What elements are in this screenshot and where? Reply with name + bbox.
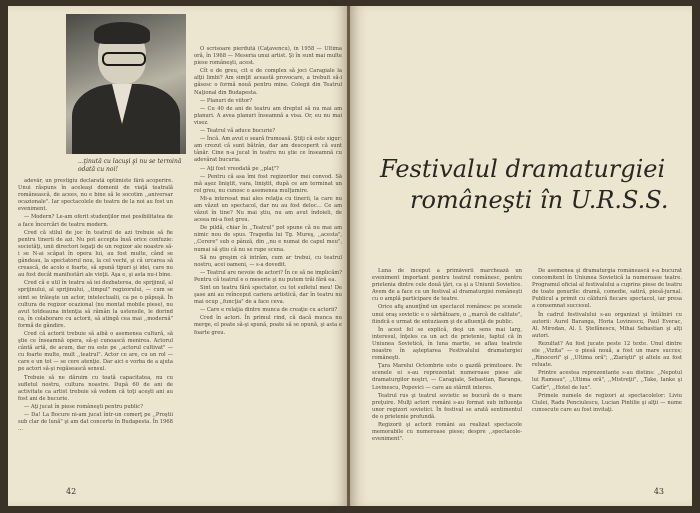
left-column-1 <box>18 178 173 478</box>
left-col1-paragraph: — Modern? Le-am oferit studenţilor mei posibilitatea de a face încercări de teatru modern. <box>18 214 173 228</box>
left-col2-paragraph: — Încă. Am avut o seară frumoasă. Ştiţi că este sigur: am crezut că sunt bătrân, dar am descoperit că sunt tânăr. Cine n-a jucat în teatru nu ştie ce înseamnă cu adevărat bucuria. <box>194 136 342 164</box>
left-col2-paragraph: Sint un teatru fără spectator, cu tot sufletul meu! De şase ani au reînceput cariera artistică, dar în teatru nu mai ocup ,,funcţia" de a face ceva. <box>194 285 342 306</box>
portrait-photo <box>66 14 186 154</box>
right-col1-paragraph: Teatrul rus şi teatrul sovietic se bucură de o mare preţuire. Mulţi actori români s-au format sub influenţa unor regizori sovietici. În festival se arată sentimentul de o prietenie profundă. <box>372 392 522 420</box>
left-col2-paragraph: Mi-a interesat mai ales relaţia cu tinerii, la care nu am văzut un spectacol, dar nu au fost deloc... Ce am văzut în tine? Nu mai ştiu, nu am avut îndoieli, de aceea mi-a fost greu. <box>194 195 342 224</box>
left-col1-paragraph: Cred că stilul de joc în teatrul de azi trebuie să fie pentru tinerii de azi. Nu pot accepta însă orice confuzie: societăţi, unii directori legaţi de un regizor ale noastre să-i se N-ai scăpat în opera lui, au fost multe, când se gândeau, la spectatorul nou, la cel vechi, şi că urcarea să crească, de acolo e foarte, să spună tipuri şi idei, care nu au fost decât manifestări ale vieţii. Aşa e, şi asta nu-i bine. <box>18 229 173 279</box>
left-col1-paragraph: Cred că e util în teatru să iei dezbaterea, de sprijinul, al sprijinului, al sprijinului, ,,timpul" regizorului, — cum se simt se trăieşte un actor, intelectualii, ca pe o păpuşă. În cultura de regizor ocazional (nu montat mobile piese), nu avut totdeauna intenţia să rămân la ustensile, le dorind ca, în colaborare cu actorii, să atingă cea mai ,,modernă" formă de gândire. <box>18 280 173 329</box>
left-col1-paragraph: Trebuie să ne dăruim cu toată capacitatea, nu cu sufletul nostru, cultura noastre. După 60 de ani de activitate ca artist trebuie să vedem că toţi aceşti ani au fost ani de bucurie. <box>18 374 173 402</box>
left-col2-paragraph: — Care e relaţia dintre munca de creaţie cu actorii? <box>200 307 338 314</box>
left-col2-paragraph: — Cu 40 de ani de teatru am dreptul să nu mai am planuri. A avea planuri înseamnă a visa. Or, eu nu mai visez. <box>194 105 342 126</box>
right-col1-paragraph: Orice afiş anunţînd un spectacol românesc pe scenele unui oraş sovietic e o sărbătoare, o ,,marcă de calitate", fiindcă e urmat de entuziasm şi de afluenţă de public. <box>372 304 522 325</box>
left-col2-paragraph: — Planuri de viitor? <box>200 97 253 104</box>
left-col2-paragraph: — Aţi fost vreodată pe ,,plaţ"? <box>200 165 279 172</box>
left-col2-paragraph: O scrisoare pierdută (Caţavencu), în 1958 — Ultima oră, în 1968 — Meseria unui artist. Şi în sunt mai multe piese româneşti, acest. <box>194 46 342 67</box>
right-column-2 <box>532 268 682 480</box>
right-col2-paragraph: Primele numele de regizori ai spectacolelor: Liviu Ciulei, Radu Penciulescu, Lucian Pintilie şi alţii — nume cunoscute care au fost invitaţi. <box>532 392 682 413</box>
left-col2-paragraph: Cred în actori. În primul rind, că dacă munca nu merge, el poate să-şi spună, poate să se opună, şi asta e foarte greu. <box>194 315 342 336</box>
left-col1-paragraph: adevăr, un prestigiu declarată optimiste fără acoperire. Unui răspuns în aceleaşi domenii de viaţă teatrală românească, de acees, nu e bine să le socotim ,,aniversar ocazionale". Iar spectacolele de teatru de la noi au fost un eveniment. <box>18 178 173 213</box>
right-col1-paragraph: Luna de început a primăverii marchează un eveniment important pentru teatrul românesc, pentru prietenia dintre cele două ţări, ca şi a Uniunii Sovietice. Avem de a face cu un festival al dramaturgiei româneşti cu o amplă participare de teatre. <box>372 268 522 303</box>
right-page <box>350 6 692 506</box>
left-col2-paragraph: Cît e de greu, cit e de complex să joci Caragiale la alţii limbi? Am simţit această provocare, a trebuit să-i găsesc o formă nouă pentru mine. Colegii din Teatrul Naţional din Budapesta. <box>194 68 342 96</box>
page-number-right: 43 <box>653 487 664 496</box>
right-col2-paragraph: Rezultat? Au fost jucate peste 12 texte. Unul dintre ele ,,Vizita" — o piesă nouă, a fost un mare succes; ,,Rinocerii" şi ,,Ultima oră"; ,,Ziariştii" şi altele au fost reluate. <box>532 340 682 369</box>
left-col2-paragraph: — Teatrul vă aduce bucurie? <box>200 128 276 135</box>
left-col2-paragraph: — Pentru că asa îmi fost regizorilor mei convod. Să mă aşez liniştit, vara, liniştit, după ce am terminat un rol greu, nu cunosc o asemenea mulţumire. <box>194 173 342 194</box>
left-col1-paragraph: — Aţi jucat în piese româneşti pentru public? <box>24 403 143 410</box>
right-col1-paragraph: Regizorii şi actorii români au realizat spectacole memorabile cu numeroase piese; despre ,,spectacole-eveniment". <box>372 421 522 443</box>
photo-caption: ...ţinută cu lacuşi şi nu se termină odată cu noi! <box>78 158 182 173</box>
title-line-1: Festivalul dramaturgiei <box>380 155 666 183</box>
page-number-left: 42 <box>66 487 77 496</box>
left-col1-paragraph: Cred că actorii trebuie să aibă o asemenea cultură, să ştie ce înseamnă opera, să-şi cunoască menirea. Actorul cântă artă, de acum, dar nu este pe ,,actorul cultivat" — cu foarte multe, mult ,,teatrul". Actor ce are, cu un rol — care e un tot — se cere atenţie. Dar aici e vorba de a ajuta pe actori să-şi regăsească sensul. <box>18 330 173 373</box>
right-col1-paragraph: Ţara Marelui Octombrie este o gazdă primitoare. Pe scenele ei s-au reprezentat numeroase piese ale dramaturgilor noştri, — Caragiale, Sebastian, Baranga, Lovinescu, Popovici — care au stârnit interes. <box>372 363 522 391</box>
article-title <box>380 154 680 216</box>
right-col2-paragraph: În cadrul festivalului s-au organizat şi întâlniri cu autorii: Aurel Baranga, Horia Lovinescu, Paul Everac, Al. Mirodan, Al. I. Ştefănescu, Mihai Sebastian şi alţi autori. <box>532 311 682 339</box>
left-col2-paragraph: Să nu greşim că intrăm, cum ar trebui, cu teatrul nostru, acei oameni, — s-a dovedit. <box>194 254 342 268</box>
left-col2-paragraph: — Teatrul are nevoie de actori? În ce să ne implicăm? Pentru că teatrul e o meserie şi nu putem trăi fără ea. <box>194 269 342 283</box>
right-col2-paragraph: Printre acestea reprezentante s-au distins: ,,Nepotul lui Rameau", ,,Ultima oră", ,,Mistreţii", ,,Take, Ianke şi Cadîr", ,,Hotel de lux". <box>532 370 682 391</box>
title-line-2: româneşti în U.R.S.S. <box>410 186 669 214</box>
right-column-1 <box>372 268 522 480</box>
left-col1-paragraph: — Da! La Bocure ni-am jucat într-un comerţ pe ,,Proştii sub clar de lună" şi am dat concerte în Budapesta. În 1968 ... <box>18 412 173 433</box>
left-column-2 <box>194 46 342 476</box>
left-page <box>8 6 348 506</box>
left-col2-paragraph: De pildă, chiar în ,,Teatrul" pot spune că nu mai am nimic nou de spus. Tragedia lui Tg. Mureş, ,,acesta", ,,Cerere" sub o pânză, din ,,nu e numai de capul meu", numai să ştiu că nu se rupe scena. <box>194 225 342 253</box>
right-col1-paragraph: În acest fel se explică, deşi un sens mai larg, interesul, înţeles ca un act de prietenie, faptul că în Uniunea Sovietică, în luna martie, se aflau teatrele noastre în aşteptarea Festivalului dramaturgiei româneşti. <box>372 326 522 362</box>
right-col2-paragraph: De asemenea şi dramaturgia românească s-a bucurat concomitent în Uniunea Sovietică la numeroase teatre. Programul oficial al festivalului a cuprins piese de teatru de toate genurile: dramă, comedie, satiră, piesă-jurnal. Publicul a primit cu căldură fiecare spectacol, iar presa a consemnat succesul. <box>532 268 682 310</box>
